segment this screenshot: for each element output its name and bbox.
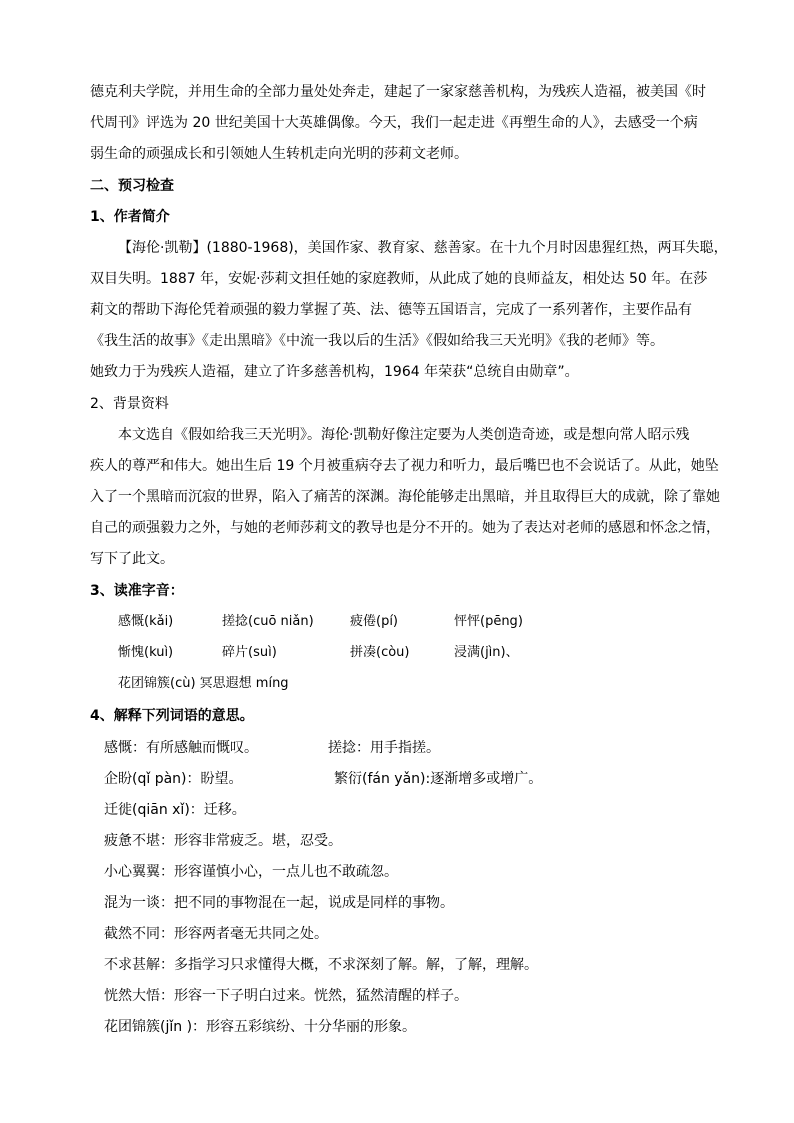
author-line-3: 莉文的帮助下海伦凭着顽强的毅力掌握了英、法、德等五国语言，完成了一系列著作，主要作品有 <box>90 302 692 318</box>
background-line-4: 自己的顽强毅力之外，与她的老师莎莉文的教导也是分不开的。她为了表达对老师的感恩和怀念之情， <box>90 520 720 536</box>
definition-item: 混为一谈：把不同的事物混在一起，说成是同样的事物。 <box>104 895 454 911</box>
author-line-2: 双目失明。1887 年，安妮·莎莉文担任她的家庭教师，从此成了她的良师益友，相处达 50 年。在莎 <box>90 271 708 287</box>
intro-line-3: 弱生命的顽强成长和引领她人生转机走向光明的莎莉文老师。 <box>90 146 468 162</box>
definition-item: 截然不同：形容两者毫无共同之处。 <box>104 926 328 942</box>
section-title-preview-check: 二、预习检查 <box>90 178 174 194</box>
intro-line-2: 代周刊》评选为 20 世纪美国十大英雄偶像。今天，我们一起走进《再塑生命的人》，去感受一个病 <box>90 115 698 131</box>
definition-item: 繁衍(fán yǎn):逐渐增多或增广。 <box>334 771 543 787</box>
definition-item: 恍然大悟：形容一下子明白过来。恍然，猛然清醒的样子。 <box>104 988 468 1004</box>
pronunciation-item: 疲倦(pí) <box>350 614 399 629</box>
pronunciation-item: 怦怦(pēng) <box>454 614 523 629</box>
background-line-3: 入了一个黑暗而沉寂的世界，陷入了痛苦的深渊。海伦能够走出黑暗，并且取得巨大的成就，除了靠她 <box>90 489 720 505</box>
author-heading: 1、作者简介 <box>90 209 170 225</box>
definition-item: 疲惫不堪：形容非常疲乏。堪，忍受。 <box>104 833 342 849</box>
intro-line-1: 德克利夫学院，并用生命的全部力量处处奔走，建起了一家家慈善机构，为残疾人造福，被美国《时 <box>90 84 706 100</box>
definition-item: 搓捻：用手指搓。 <box>328 740 440 756</box>
background-line-2: 疾人的尊严和伟大。她出生后 19 个月被重病夺去了视力和听力，最后嘴巴也不会说话了。从此，她坠 <box>90 458 719 474</box>
author-line-1: 【海伦·凯勒】(1880-1968)，美国作家、教育家、慈善家。在十九个月时因患猩红热，两耳失聪， <box>118 240 728 256</box>
background-line-1: 本文选自《假如给我三天光明》。海伦·凯勒好像注定要为人类创造奇迹，或是想向常人昭示残 <box>118 427 690 443</box>
pronunciation-item: 花团锦簇(cù) 冥思遐想 míng <box>118 676 289 691</box>
definition-item: 花团锦簇(jǐn )：形容五彩缤纷、十分华丽的形象。 <box>104 1019 417 1035</box>
definition-item: 感慨：有所感触而慨叹。 <box>104 740 258 756</box>
pronunciation-item: 惭愧(kuì) <box>118 645 174 660</box>
definition-item: 企盼(qǐ pàn)：盼望。 <box>104 771 243 787</box>
pronunciation-item: 拼凑(còu) <box>350 645 410 660</box>
definition-item: 不求甚解：多指学习只求懂得大概，不求深刻了解。解，了解，理解。 <box>104 957 538 973</box>
background-heading: 2、背景资料 <box>90 396 169 412</box>
background-line-5: 写下了此文。 <box>90 551 174 567</box>
pronunciation-item: 碎片(suì) <box>222 645 277 660</box>
pronunciation-item: 感慨(kǎi) <box>118 614 174 629</box>
definition-item: 迁徙(qiān xǐ)：迁移。 <box>104 802 246 818</box>
pronunciation-item: 搓捻(cuō niǎn) <box>222 614 314 629</box>
definition-item: 小心翼翼：形容谨慎小心，一点儿也不敢疏忽。 <box>104 864 398 880</box>
author-line-4: 《我生活的故事》《走出黑暗》《中流一我以后的生活》《假如给我三天光明》《我的老师》等。 <box>90 333 664 349</box>
pronunciation-heading: 3、读准字音： <box>90 583 184 599</box>
pronunciation-item: 浸满(jìn)、 <box>454 645 519 660</box>
author-line-5: 她致力于为残疾人造福，建立了许多慈善机构，1964 年荣获“总统自由勋章”。 <box>90 364 579 380</box>
definitions-heading: 4、解释下列词语的意思。 <box>90 708 254 724</box>
